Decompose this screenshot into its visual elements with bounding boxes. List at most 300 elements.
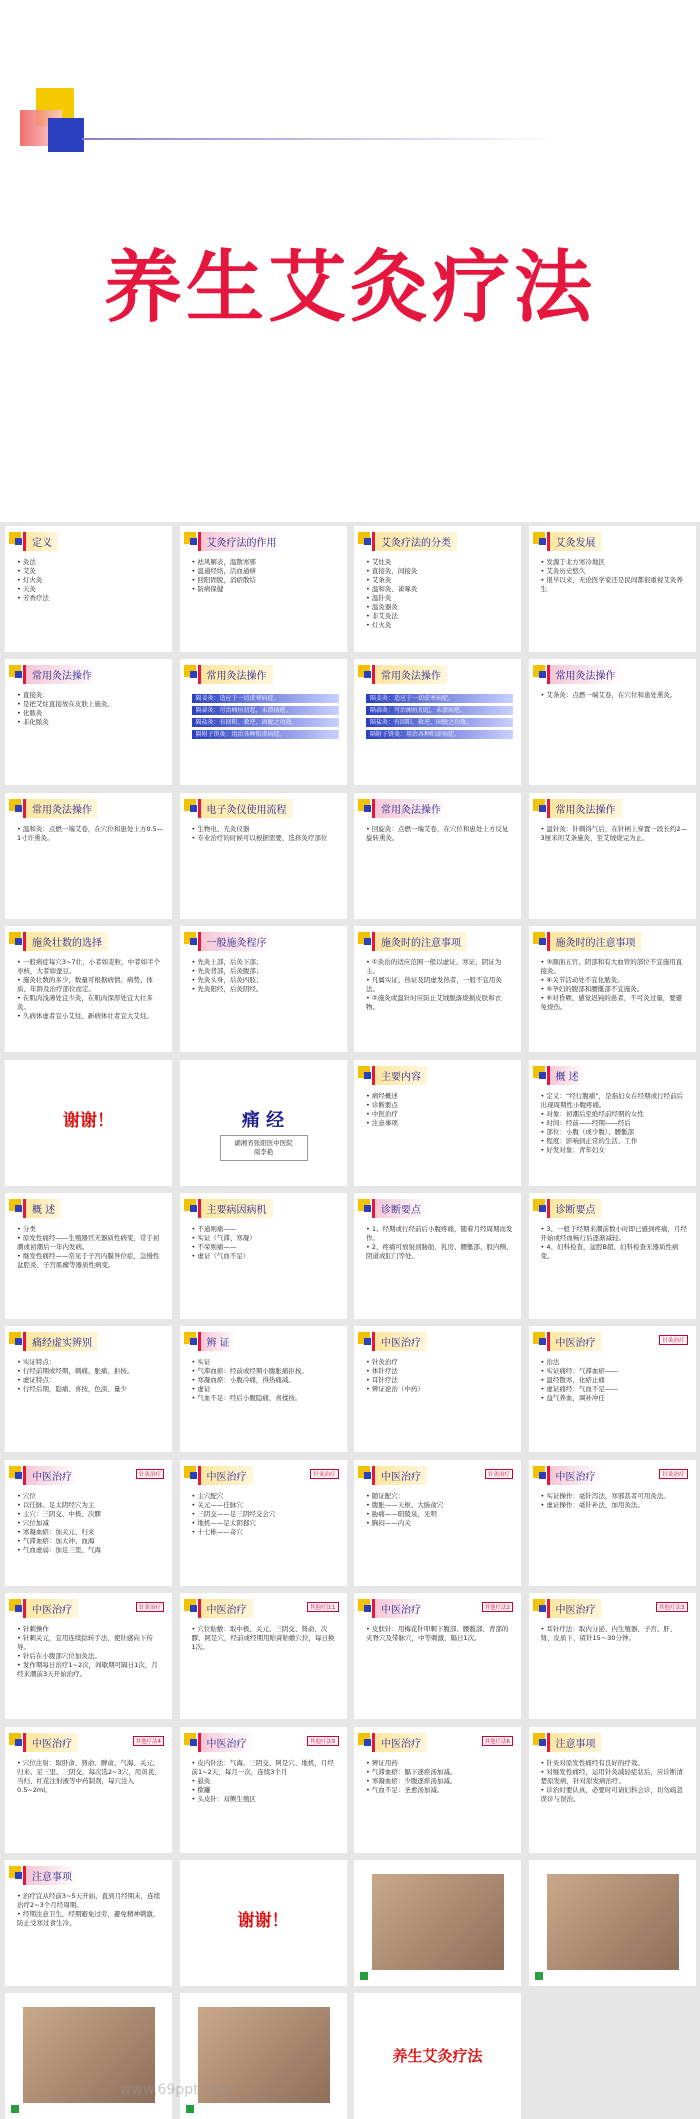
slide-thumbnail[interactable] [354, 1727, 521, 1853]
slide-line: • 灸法 [17, 558, 36, 566]
photo [372, 1874, 504, 1970]
slide-corner-decor [184, 1599, 196, 1611]
slide-thumbnail[interactable] [180, 1060, 347, 1186]
slide-body [192, 1492, 339, 1537]
slide-corner-decor [184, 799, 196, 811]
slide-thumbnail[interactable] [354, 1993, 521, 2119]
slide-line: • 温和灸：点燃一端艾卷，在穴位和患处上方0.5—1寸许熏灸。 [17, 824, 164, 842]
slide-thumbnail[interactable] [354, 926, 521, 1052]
slide-title: 艾灸疗法的作用 [198, 532, 283, 551]
slide-line: • 针灸治疗 [366, 1358, 398, 1367]
slide-corner-decor [533, 1332, 545, 1344]
subtitle-line: 周李艳 [253, 1147, 274, 1156]
slide-line: • 对象：初潮后至绝经前经期的女性 [540, 1109, 644, 1118]
slide-thumbnail[interactable] [529, 1060, 696, 1186]
slide-line: • 久病体虚者宜小艾炷、新病体壮者宜大艾炷。 [17, 1012, 153, 1021]
slide-tag: 其他疗法3 [656, 1602, 688, 1612]
slide-line: • 虚证（气血不足） [191, 1252, 250, 1260]
slide-body [17, 958, 164, 1021]
slide-line: • 发作期每日治疗1~2次，间歇期可隔日1次，月经来潮前3天开始治疗。 [17, 1661, 158, 1679]
slide-thumbnail[interactable] [529, 1860, 696, 1986]
slide-thumbnail[interactable] [5, 1193, 172, 1319]
slide-line: • 3、一般于经期来潮前数小时即已感到疼痛，月经开始或经血畅行后逐渐减轻。 [540, 1225, 688, 1242]
decor-line [82, 138, 562, 140]
slide-line: • 专业治疗的时候可以根据需要，选择灸疗部位 [191, 833, 328, 842]
slide-line: • 回旋灸：点燃一端艾卷，在穴位和患处上方反复旋转熏灸。 [366, 824, 509, 842]
slide-thumbnail[interactable] [5, 1326, 172, 1452]
slide-line: • 非化脓灸 [17, 718, 49, 727]
slide-line: • 艾条灸：点燃一端艾卷，在穴位和患处熏灸。 [540, 691, 677, 700]
slide-line: • 气滞血瘀：经前或经期小腹胀痛拒按。 [191, 1367, 308, 1376]
slide-line: • 行经后期，隐痛、喜按，色淡、量少 [17, 1385, 127, 1394]
slide-thumbnail[interactable] [180, 526, 347, 652]
slide-line: • 诊治时要认真，必要时可请妇科会诊，切勿疏忽误诊与误治。 [540, 1785, 683, 1803]
slide-line: • 益气养血，调补冲任 [540, 1394, 605, 1403]
slide-body [192, 1759, 339, 1804]
slide-corner-decor [533, 799, 545, 811]
slide-thumbnail[interactable] [354, 793, 521, 919]
slide-tag: 针灸治疗 [136, 1602, 164, 1612]
slide-line: • 注意事项 [366, 1118, 398, 1127]
slide-title: 主要内容 [372, 1066, 427, 1085]
slide-line: • 三阴交——足三阴经交会穴 [191, 1509, 276, 1518]
slide-title: 常用灸法操作 [23, 665, 98, 684]
slide-thumbnail[interactable] [5, 1460, 172, 1586]
slide-title: 痛经虚实辨别 [23, 1332, 98, 1351]
slide-thumbnail[interactable] [180, 1727, 347, 1853]
slide-title: 电子灸仪使用流程 [198, 799, 293, 818]
slide-thumbnail[interactable] [354, 1326, 521, 1452]
slide-body [366, 1092, 513, 1128]
slide-line: • 实证痛经：气滞血瘀—— [540, 1367, 618, 1376]
slide-thumbnail[interactable] [529, 659, 696, 785]
slide-title: 中医治疗 [23, 1466, 78, 1485]
slide-line: • 温针灸：针刺得气后，在针柄上穿置一段长约2—3厘米的艾条施灸，至艾绒烧完为止。 [540, 824, 688, 842]
slide-body [541, 558, 688, 594]
slide-line: • 针刺操作 [17, 1625, 49, 1634]
slide-title: 中医治疗 [547, 1466, 602, 1485]
slide-body [192, 558, 339, 594]
slide-thumbnail[interactable] [529, 793, 696, 919]
slide-line: • 穴位注射：取肝俞、肾俞、脾俞、气海、关元、归来、足三里、三阴交，每次选2~3穴，用黄芪、当归、红花注射液等中药制剂，每穴注入0.5~2ml。 [17, 1758, 161, 1794]
slide-line: • 防病保健 [191, 585, 224, 593]
slide-tag: 其他疗法1 [307, 1602, 339, 1612]
slide-line: • 祛风解表，温散寒邪 [191, 558, 256, 566]
slide-thumbnail[interactable] [5, 526, 172, 652]
slide-line: • 艾灸历史悠久 [540, 567, 586, 575]
slide-thumbnail[interactable] [529, 526, 696, 652]
photo [547, 1874, 679, 1970]
slide-corner-decor [358, 799, 370, 811]
slide-line: • 辨证论治（中药） [366, 1385, 424, 1394]
slide-line: • 气滞血瘀：膈下逐瘀汤加减。 [366, 1767, 457, 1776]
slide-thumbnail[interactable] [354, 1593, 521, 1719]
slide-line: • 诊断要点 [366, 1100, 398, 1109]
slide-body [17, 1225, 164, 1270]
slide-thumbnail[interactable] [180, 1593, 347, 1719]
slide-thumbnail[interactable] [180, 1860, 347, 1986]
slide-line: • 体针疗法 [366, 1367, 398, 1376]
slide-corner-decor [184, 1733, 196, 1745]
slide-line: 隔蒜灸：可治痈疽初起，未溃疡疮。 [192, 706, 339, 715]
cover-slide [0, 0, 700, 522]
slide-body [366, 825, 513, 843]
slide-line: • 施灸壮数的多少，数量可根据病情、病势、体质、年龄及治疗部位而定。 [17, 976, 153, 994]
slide-title: 艾灸疗法的分类 [372, 532, 457, 551]
slide-corner-decor [9, 532, 21, 544]
slide-title: 中医治疗 [198, 1599, 253, 1618]
slide-line: • 针后在小腹部穴位加灸法。 [17, 1652, 101, 1661]
slide-corner-decor [533, 532, 545, 544]
slide-body [541, 825, 688, 843]
slide-line: • 天灸 [17, 585, 36, 593]
slide-line: • 虚证特点： [17, 1376, 56, 1385]
slide-body [541, 1759, 688, 1804]
slide-line: • ⑤孕妇的腹部和腰骶部不宜施灸。 [540, 985, 644, 994]
decor-blue-square [48, 118, 84, 152]
thanks-text: 谢谢！ [237, 1911, 289, 1931]
slide-thumbnail[interactable] [354, 1860, 521, 1986]
slide-line: • 行经前期或经期，刺痛、胀痛、拒按。 [17, 1367, 134, 1376]
slide-body [192, 825, 339, 843]
slide-corner-decor [184, 1332, 196, 1344]
slide-line: • ④关节活动处不宜化脓灸。 [540, 976, 624, 985]
slide-corner-decor [184, 1199, 196, 1211]
slide-thumbnail[interactable] [354, 1060, 521, 1186]
slide-title: 注意事项 [23, 1866, 78, 1885]
slide-title: 诊断要点 [372, 1199, 427, 1218]
slide-line: • 耳针疗法：取内分泌、内生殖器、子宫、肝、肾、皮质下，留针15～30分钟。 [540, 1625, 677, 1643]
slide-corner-decor [533, 1466, 545, 1478]
slide-body [366, 1225, 513, 1261]
slide-line: • 先灸上部，后灸下部； [191, 958, 263, 967]
slide-line: • 皮内针法：气海、三阴交、阿是穴、地机，月经前1~2天，每月一次，连续3个月 [191, 1758, 334, 1776]
slide-tag: 针灸治疗 [659, 1335, 687, 1345]
slide-line: • 针灸对原发性痛经有良好的疗效。 [540, 1758, 644, 1767]
slide-corner-decor [358, 932, 370, 944]
slide-title: 施灸时的注意事项 [372, 932, 467, 951]
slide-tag: 其他疗法5 [307, 1736, 339, 1746]
slide-thumbnail[interactable] [529, 1727, 696, 1853]
cover-title: 养生艾灸疗法 [103, 243, 596, 333]
slide-corner-decor [358, 532, 370, 544]
slide-body [541, 1225, 688, 1261]
slide-line: • 先灸头身，后灸四肢； [191, 976, 263, 985]
slide-body [541, 1358, 688, 1403]
slide-title: 常用灸法操作 [547, 799, 622, 818]
slide-line: • 以任脉、足太阴经穴为主 [17, 1500, 95, 1509]
slide-line: 隔盐灸：有回阳、救逆、固脱之功效。 [192, 718, 339, 727]
slide-corner-decor [358, 1466, 370, 1478]
nav-icon[interactable] [360, 1972, 368, 1980]
slide-line: 隔附子饼灸：用治各种阳虚病症。 [366, 730, 513, 739]
slide-body [366, 1358, 513, 1394]
slide-corner-decor [9, 1599, 21, 1611]
slide-corner-decor [358, 1733, 370, 1745]
slide-line: • 程度：影响到正常的生活、工作 [540, 1136, 638, 1145]
slide-line: • 4、妇科检查，盆腔B超、妇科检查无器质性病变。 [540, 1243, 679, 1260]
slide-line: 隔附子饼灸：用治各种阳虚病症。 [192, 730, 339, 739]
slide-line: • 中医治疗 [366, 1109, 398, 1118]
slide-corner-decor [533, 1733, 545, 1745]
slide-corner-decor [9, 932, 21, 944]
slide-line: • 化脓灸 [17, 709, 43, 718]
slide-title: 施灸时的注意事项 [547, 932, 642, 951]
slide-line: • 分类 [17, 1225, 36, 1233]
slide-title: 常用灸法操作 [547, 665, 622, 684]
slide-line: • 穴位加减 [17, 1518, 49, 1527]
slide-body [17, 691, 164, 727]
slide-line: 隔姜灸：适应于一切虚寒病症。 [192, 694, 339, 703]
slide-line: • 先灸阳经，后灸阴经。 [191, 985, 263, 994]
slide-line: • 关元——任脉穴 [191, 1500, 243, 1509]
slide-tag: 其他疗法6 [482, 1736, 514, 1746]
slide-thumbnail[interactable] [5, 1860, 172, 1986]
nav-icon[interactable] [535, 1972, 543, 1980]
slide-line: • 部位：小腹（或少腹）、腰骶部 [540, 1127, 635, 1136]
slide-line: • 寒凝血瘀：小腹冷痛，得热痛减。 [191, 1376, 295, 1385]
slide-line: • 不通则痛—— [191, 1225, 237, 1233]
slide-body [366, 691, 513, 742]
slide-line: • 温针灸 [366, 594, 392, 602]
slide-title: 中医治疗 [23, 1733, 78, 1752]
slide-line: • 原发性痛经——生殖器官无器质性病变，常于初潮或初潮后一年内发病。 [17, 1234, 160, 1251]
watermark: www.69ppt.com [120, 2082, 233, 2098]
slide-line: • 治法 [540, 1358, 560, 1367]
slide-body [541, 691, 688, 700]
slide-thumbnail[interactable] [5, 1593, 172, 1719]
slide-line: • ⑥对昏厥、感觉迟钝的患者，不可灸过量，要避免烧伤。 [540, 994, 683, 1012]
slide-line: • 胸闷——内关 [366, 1518, 411, 1527]
slide-line: • 辨证用药 [366, 1758, 398, 1767]
slide-title: 概 述 [547, 1066, 585, 1085]
slide-tag: 针灸治疗 [310, 1469, 338, 1479]
slide-line: • 实证（气滞、寒凝） [191, 1234, 256, 1242]
slide-line: • 2、疼痛可放射到胁肋、乳房、腰骶部、股内侧、阴道或肛门等处。 [366, 1243, 513, 1260]
slide-line: • 十七椎——奇穴 [191, 1527, 243, 1536]
slide-line: • ③颜面五官、阴部和有大血管的部位不宜施用直接灸。 [540, 958, 683, 976]
slide-corner-decor [9, 1866, 21, 1878]
slide-line: • 对继发性痛经，运用针灸减轻症状后，应诊断清楚原发病，针对原发病治疗。 [540, 1767, 683, 1785]
slide-thumbnail[interactable] [180, 1326, 347, 1452]
slide-body [17, 1892, 164, 1928]
slide-line: • 温和灸、雀啄灸 [366, 585, 418, 593]
slide-title: 施灸壮数的选择 [23, 932, 108, 951]
slide-title: 中医治疗 [198, 1733, 253, 1752]
slide-thumbnail[interactable] [180, 1993, 347, 2119]
slide-title: 注意事项 [547, 1733, 602, 1752]
slide-line: • 气滞血瘀：加太冲、血海 [17, 1536, 95, 1545]
nav-icon[interactable] [186, 2105, 194, 2113]
slide-body [366, 958, 513, 1012]
slide-title: 常用灸法操作 [23, 799, 98, 818]
slide-thumbnail[interactable] [5, 659, 172, 785]
slide-line: • 主穴配穴 [191, 1491, 224, 1500]
slide-line: • 主穴：三阴交、中极、次髎 [17, 1509, 101, 1518]
slide-line: • 艾炷灸 [366, 558, 392, 566]
slide-line: • 虚证 [191, 1385, 211, 1394]
slide-title: 一般施灸程序 [198, 932, 273, 951]
slide-corner-decor [533, 1066, 545, 1078]
slide-line: • 寒凝血瘀：少腹逐瘀汤加减。 [366, 1776, 457, 1785]
slide-corner-decor [358, 1332, 370, 1344]
slide-line: • 非艾灸法 [366, 612, 398, 620]
slide-line: • 艾条灸 [366, 576, 392, 584]
slide-thumbnail[interactable] [180, 926, 347, 1052]
slide-line: • 温通经络，活血通痹 [191, 567, 256, 575]
subtitle-box [220, 1135, 308, 1161]
slide-title: 中医治疗 [372, 1466, 427, 1485]
slide-line: 隔蒜灸：可治痈疽初起，未溃疡疮。 [366, 706, 513, 715]
slide-corner-decor [358, 1066, 370, 1078]
slide-body [541, 958, 688, 1012]
subtitle-line: 湖湘省张阳医中医院 [234, 1138, 293, 1147]
slide-line: • 不荣则痛—— [191, 1243, 237, 1251]
slide-thumbnail[interactable] [180, 793, 347, 919]
slide-thumbnail[interactable] [354, 1193, 521, 1319]
slide-line: • 穴位 [17, 1491, 36, 1500]
slide-title: 艾灸发展 [547, 532, 602, 551]
slide-thumbnail[interactable] [5, 1060, 172, 1186]
slide-line: • 头皮针：双侧生殖区 [191, 1794, 256, 1803]
slide-line: • 虚证痛经：气血不足—— [540, 1385, 618, 1394]
slide-line: • 经期注意卫生，经期避免过劳，避免精神刺激，防止受寒过食生冷。 [17, 1910, 160, 1927]
slide-line: 隔姜灸：适应于一切虚寒病症。 [366, 694, 513, 703]
slide-body [366, 1625, 513, 1643]
slide-line: • 腹胀——天枢、大肠俞穴 [366, 1500, 444, 1509]
slide-title: 常用灸法操作 [372, 799, 447, 818]
slide-thumbnail[interactable] [354, 1460, 521, 1586]
slide-body [192, 958, 339, 994]
slide-line: • 艾灸 [17, 567, 36, 575]
slide-title: 痛 经 [241, 1109, 285, 1131]
slide-corner-decor [358, 665, 370, 677]
slide-thumbnail[interactable] [180, 659, 347, 785]
slide-line: • ②施灸或温针时应防止艾绒脱落烧损皮肤和衣物。 [366, 994, 502, 1012]
slide-body [541, 1092, 688, 1155]
slide-corner-decor [9, 1332, 21, 1344]
slide-line: • 好发对象：青年妇女 [540, 1145, 605, 1154]
slide-title: 主要病因病机 [198, 1199, 273, 1218]
slide-corner-decor [533, 932, 545, 944]
slide-line: • 生物电、光灸仪器 [191, 824, 250, 833]
slide-line: • 实证操作：毫针泻法，寒邪甚者可用灸法。 [540, 1491, 670, 1500]
slide-line: • ①灸治的适应范围一般以虚证、寒证、阴证为主。 [366, 958, 502, 976]
slide-thumbnail[interactable] [5, 1727, 172, 1853]
slide-corner-decor [184, 932, 196, 944]
slide-title: 中医治疗 [23, 1599, 78, 1618]
slide-body [17, 1759, 164, 1795]
slide-thumbnail[interactable] [180, 1460, 347, 1586]
slide-line: • 病经概述 [366, 1091, 398, 1100]
slide-thumbnail[interactable] [529, 1193, 696, 1319]
slide-line: • 实证 [191, 1358, 211, 1367]
slide-title: 中医治疗 [372, 1599, 427, 1618]
slide-corner-decor [533, 665, 545, 677]
slide-corner-decor [358, 1599, 370, 1611]
slide-thumbnail[interactable] [529, 926, 696, 1052]
slide-line: • 在肌肉浅薄处宜少灸，在肌肉深厚处宜大壮多灸。 [17, 994, 153, 1012]
slide-body [366, 1759, 513, 1795]
slide-title: 辨 证 [198, 1332, 236, 1351]
slide-corner-decor [533, 1599, 545, 1611]
slide-corner-decor [9, 1466, 21, 1478]
slide-tag: 针灸治疗 [485, 1469, 513, 1479]
slide-line: • 虚证操作：毫针补法，加用灸法。 [540, 1500, 644, 1509]
slide-line: • 很早以来，无论医学家还是民间都很重视艾灸养生 [540, 576, 683, 593]
slide-thumbnail[interactable] [529, 1460, 696, 1586]
slide-line: 隔盐灸：有回阳、救逆、固脱之功效。 [366, 718, 513, 727]
slide-title: 常用灸法操作 [372, 665, 447, 684]
slide-body [17, 1625, 164, 1679]
slide-tag: 其他疗法4 [133, 1736, 165, 1746]
slide-body [541, 1492, 688, 1510]
slide-corner-decor [533, 1199, 545, 1211]
slide-title: 中医治疗 [372, 1733, 427, 1752]
slide-line: • 温灸器灸 [366, 603, 398, 611]
slide-thumbnail[interactable] [529, 1593, 696, 1719]
slide-line: • 揿罐 [191, 1785, 211, 1794]
slide-title: 中医治疗 [372, 1332, 427, 1351]
slide-thumbnail[interactable] [5, 926, 172, 1052]
slide-title: 定义 [23, 532, 58, 551]
slide-line: • 气血不足：经后小腹隐痛，喜揉按。 [191, 1394, 302, 1403]
slide-thumbnail[interactable] [5, 1993, 172, 2119]
slide-body [192, 1225, 339, 1261]
slide-body [17, 825, 164, 843]
slide-thumbnail[interactable] [5, 793, 172, 919]
slide-corner-decor [184, 1466, 196, 1478]
slide-line: • 定义：“经行腹痛”，是指妇女在经期或行经前后出现周期性小腹疼痛。 [540, 1091, 684, 1109]
slide-title: 中医治疗 [547, 1332, 602, 1351]
slide-line: • 温经散寒，化瘀止痛 [540, 1376, 605, 1385]
slide-line: • 胁痛——阳陵泉、光明 [366, 1509, 437, 1518]
slide-title: 中医治疗 [198, 1466, 253, 1485]
slide-thumbnail[interactable] [354, 659, 521, 785]
slide-line: • 是把艾炷直接放在皮肤上施灸。 [17, 700, 114, 709]
slide-title: 常用灸法操作 [198, 665, 273, 684]
slide-body [17, 1492, 164, 1555]
slide-corner-decor [9, 799, 21, 811]
nav-icon[interactable] [11, 2105, 19, 2113]
slide-title: 中医治疗 [547, 1599, 602, 1618]
slide-thumbnail[interactable] [354, 526, 521, 652]
slide-body [366, 558, 513, 630]
thanks-text: 谢谢！ [63, 1110, 114, 1131]
slide-line: • 1、经期或行经前后小腹疼痛，随着月经周期而发作。 [366, 1225, 513, 1242]
slide-thumbnail[interactable] [180, 1193, 347, 1319]
slide-line: • 时间：经前——经期——经后 [540, 1118, 631, 1127]
slide-line: • 悬灸 [191, 1776, 211, 1785]
slide-tag: 针灸治疗 [136, 1469, 164, 1479]
slide-line: • 直接灸、间接灸 [366, 567, 418, 575]
slide-body [17, 1358, 164, 1394]
slide-line: • 穴位贴敷：取中极、关元、三阴交、肾俞、次髎、阿是穴，经前或经期用贴膏贴敷穴位，每日换1次。 [191, 1625, 335, 1652]
slide-line: • 灯火灸 [17, 576, 43, 584]
slide-line: • 寒凝血瘀：加关元、归来 [17, 1527, 95, 1536]
slide-line: • 耳针疗法 [366, 1376, 398, 1385]
slide-line: • 随证配穴： [366, 1491, 405, 1500]
slide-line: • 凡属实证、热证及阴虚发热者，一般不宜用灸法。 [366, 976, 502, 994]
slide-line: • 继发性痛经——常见于子宫内膜异位症，急慢性盆腔炎、子宫肌瘤等器质性病变。 [17, 1252, 160, 1269]
slide-line: • 灯火灸 [366, 621, 392, 629]
slide-body [192, 1625, 339, 1652]
slide-line: • 实证特点： [17, 1358, 56, 1367]
slide-thumbnail[interactable] [529, 1326, 696, 1452]
slide-line: • 发源于北方寒冷地区 [540, 558, 605, 566]
slide-title: 诊断要点 [547, 1199, 602, 1218]
slide-line: • 气血虚弱：加足三里、气海 [17, 1545, 101, 1554]
